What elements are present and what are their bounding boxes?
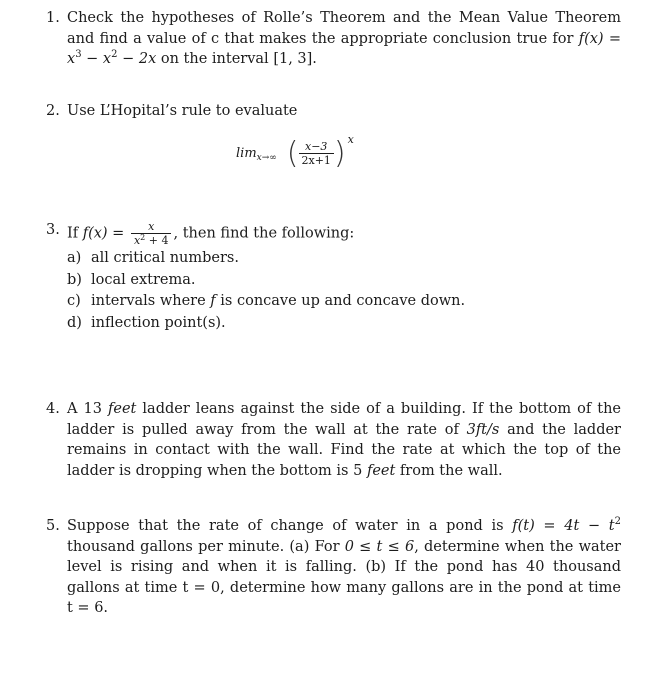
text-part: Suppose that the rate of change of water in a pond is	[67, 518, 513, 534]
rate: 3ft/s	[466, 421, 500, 438]
problem-1	[46, 8, 621, 70]
exponent: 2	[111, 49, 118, 60]
rate-function	[512, 518, 621, 534]
lim-label: lim	[236, 145, 257, 161]
problem-4	[46, 399, 621, 481]
subpart-label: c)	[67, 293, 81, 309]
lead-text: If	[67, 225, 83, 242]
subpart-b	[67, 270, 621, 292]
exponent: 3	[75, 49, 82, 60]
tail-text: , then find the following:	[173, 225, 355, 242]
text-part: from the wall.	[395, 462, 503, 479]
problem-text	[67, 220, 621, 247]
problem-text	[67, 399, 621, 481]
fraction-denominator	[131, 233, 172, 247]
func-head: f(x) = x	[67, 30, 621, 67]
unit: feet	[108, 401, 137, 417]
subpart-label: a)	[67, 250, 82, 266]
interval: [1, 3].	[273, 51, 317, 67]
unit: feet	[366, 462, 396, 479]
text-part: , determine when the water level is rising and when it is falling. (b) If the pond has 40 thousand gallons at time t = 0, determine how many gallons are in the pond at time t = 6.	[67, 538, 621, 616]
subpart-text: inflection point(s).	[91, 314, 226, 331]
subpart-text: intervals where	[91, 293, 211, 309]
fraction-numerator: x−3	[305, 139, 328, 153]
den-exponent: 2	[140, 233, 146, 242]
subpart-list	[46, 248, 621, 334]
problem-number: 3.	[46, 222, 60, 238]
problem-1-text-b: on the interval	[156, 51, 274, 67]
subpart-var: f	[210, 293, 216, 309]
right-paren: )	[333, 135, 346, 171]
subpart-label: d)	[67, 314, 82, 331]
func-head: f(t) = 4t − t	[512, 518, 615, 534]
problem-number: 1.	[46, 10, 60, 26]
problem-text	[67, 8, 621, 70]
lim-subscript: x→∞	[256, 153, 277, 163]
den-tail: + 4	[145, 234, 169, 247]
text-part: thousand gallons per minute. (a) For	[67, 538, 345, 555]
problem-3	[46, 220, 621, 334]
subpart-text: all critical numbers.	[91, 250, 239, 266]
limit-expression	[236, 131, 354, 175]
subpart-text: is concave up and concave down.	[215, 293, 466, 309]
limit-exponent: x	[347, 132, 354, 146]
function-fraction	[131, 220, 172, 247]
subpart-a	[67, 248, 621, 270]
den-var: x	[133, 234, 141, 247]
problem-number: 2.	[46, 103, 60, 119]
text-part: A 13	[67, 401, 109, 417]
problem-1-text-a: Check the hypotheses of Rolle’s Theorem and the Mean Value Theorem and find a value of c that makes the appropriate conclusion true for	[67, 10, 621, 47]
exponent: 2	[614, 516, 621, 527]
problem-5	[46, 516, 621, 619]
fx-label: f(x) =	[82, 225, 125, 242]
func-mid: − x	[81, 51, 112, 67]
problem-text	[67, 516, 621, 619]
limit-fraction	[299, 140, 334, 167]
problem-text: Use L’Hopital’s rule to evaluate	[67, 103, 298, 119]
subpart-d	[67, 313, 621, 335]
time-range: 0 ≤ t ≤ 6	[344, 538, 415, 555]
left-paren: (	[286, 135, 299, 171]
text-part: and the ladder remains in contact with the wall. Find the rate at which the top of the ladder is dropping when the bottom is 5	[67, 421, 621, 479]
subpart-text: local extrema.	[91, 271, 196, 288]
func-tail: − 2x	[117, 51, 157, 67]
problem-number: 4.	[46, 401, 60, 417]
problem-2	[46, 101, 621, 122]
subpart-c	[67, 291, 621, 313]
fraction-numerator: x	[148, 220, 155, 233]
fraction-denominator: 2x+1	[299, 153, 334, 167]
problem-number: 5.	[46, 518, 60, 534]
subpart-label: b)	[67, 271, 82, 288]
text-part: ladder leans against the side of a building. If the bottom of the ladder is pulled away from the wall at the rate of	[67, 401, 622, 438]
